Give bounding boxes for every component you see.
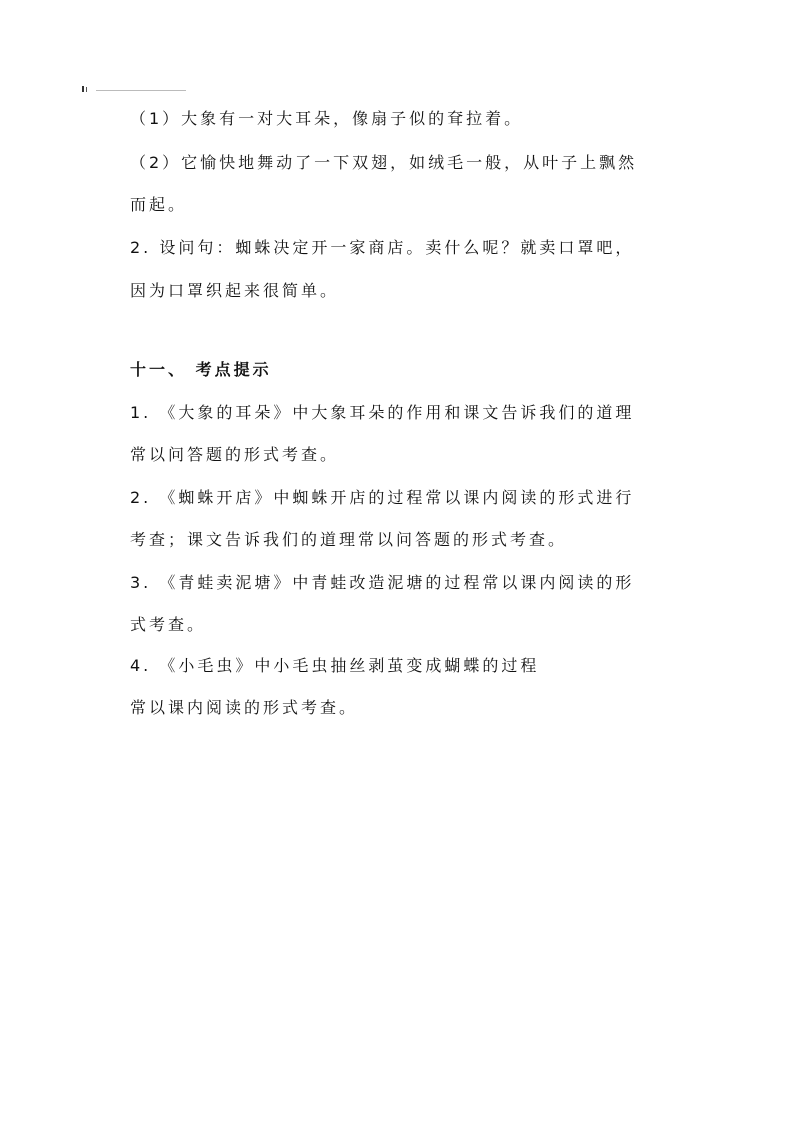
header-mark-line xyxy=(96,90,186,91)
example-sentence-2-line-2: 而起。 xyxy=(130,195,188,214)
header-mark xyxy=(82,86,182,92)
exam-tip-4-line-1: 4. 《小毛虫》中小毛虫抽丝剥茧变成蝴蝶的过程 xyxy=(130,656,540,675)
section-heading: 十一、 考点提示 xyxy=(130,360,272,379)
exam-tip-3-line-1: 3. 《青蛙卖泥塘》中青蛙改造泥塘的过程常以课内阅读的形 xyxy=(130,573,635,592)
exam-tip-3-line-2: 式考查。 xyxy=(130,615,207,634)
example-sentence-2-line-1: （2）它愉快地舞动了一下双翅，如绒毛一般，从叶子上飘然 xyxy=(130,153,638,172)
header-mark-tick-2 xyxy=(86,87,87,92)
exam-tip-2-line-2: 考查；课文告诉我们的道理常以问答题的形式考查。 xyxy=(130,530,568,549)
exam-tip-1-line-1: 1. 《大象的耳朵》中大象耳朵的作用和课文告诉我们的道理 xyxy=(130,403,635,422)
exam-tip-1-line-2: 常以问答题的形式考查。 xyxy=(130,445,340,464)
rhetorical-question-line-1: 2. 设问句：蜘蛛决定开一家商店。卖什么呢？就卖口罩吧， xyxy=(130,238,635,257)
exam-tip-2-line-1: 2. 《蜘蛛开店》中蜘蛛开店的过程常以课内阅读的形式进行 xyxy=(130,488,635,507)
rhetorical-question-line-2: 因为口罩织起来很简单。 xyxy=(130,281,340,300)
header-mark-tick xyxy=(82,86,84,92)
exam-tip-4-line-2: 常以课内阅读的形式考查。 xyxy=(130,698,359,717)
example-sentence-1: （1）大象有一对大耳朵，像扇子似的耷拉着。 xyxy=(130,109,524,128)
